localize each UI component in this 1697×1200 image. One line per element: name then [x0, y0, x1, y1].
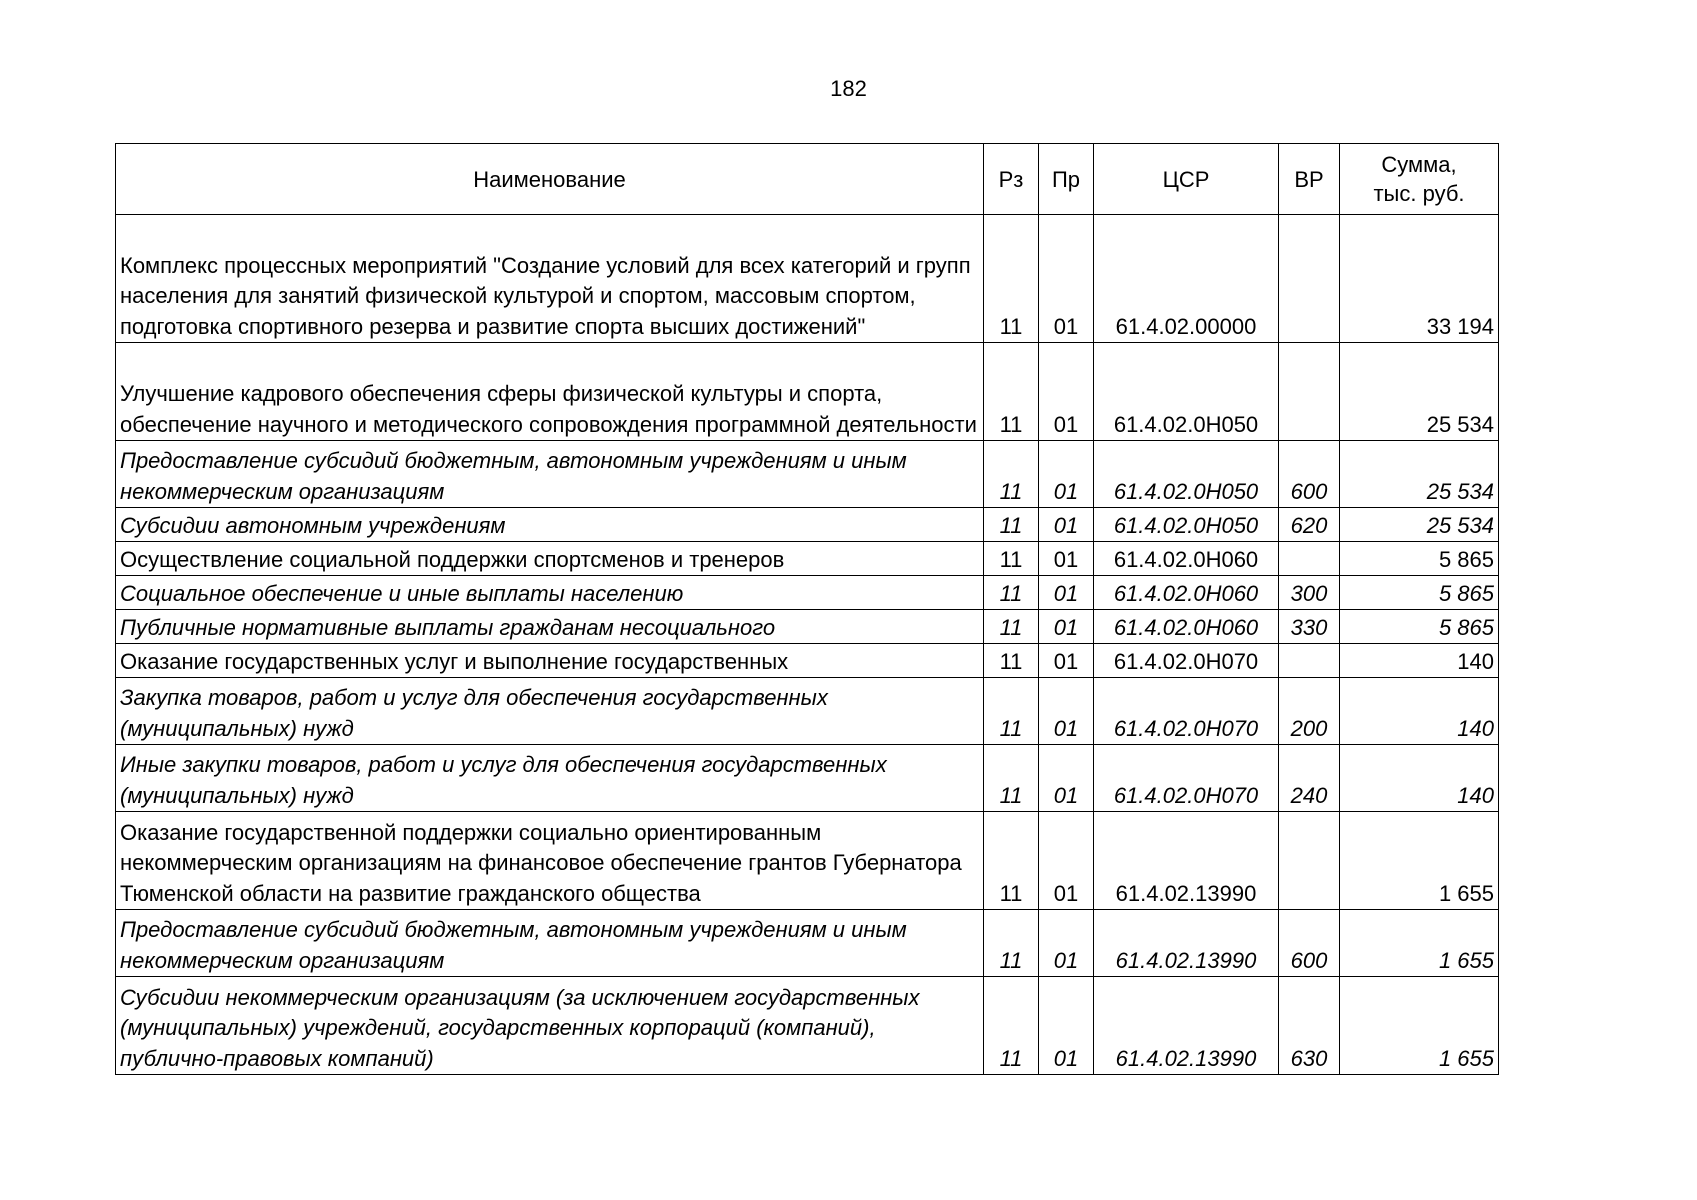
row-rz: 11 [984, 910, 1039, 977]
row-rz: 11 [984, 576, 1039, 610]
row-rz: 11 [984, 745, 1039, 812]
row-vr: 600 [1279, 441, 1340, 508]
row-sum: 1 655 [1340, 977, 1499, 1075]
table-row [116, 910, 1499, 977]
row-vr [1279, 215, 1340, 343]
header-row [116, 144, 1499, 215]
header-vr: ВР [1279, 144, 1340, 215]
row-vr: 630 [1279, 977, 1340, 1075]
row-rz: 11 [984, 343, 1039, 441]
row-csr: 61.4.02.13990 [1094, 977, 1279, 1075]
row-csr: 61.4.02.00000 [1094, 215, 1279, 343]
row-pr: 01 [1039, 576, 1094, 610]
row-sum: 140 [1340, 678, 1499, 745]
row-pr: 01 [1039, 910, 1094, 977]
row-csr: 61.4.02.0Н050 [1094, 441, 1279, 508]
row-pr: 01 [1039, 542, 1094, 576]
row-pr: 01 [1039, 745, 1094, 812]
table-row [116, 977, 1499, 1075]
row-vr: 200 [1279, 678, 1340, 745]
row-name: Предоставление субсидий бюджетным, автономным учреждениям и иным некоммерческим организациям [116, 441, 984, 508]
row-rz: 11 [984, 508, 1039, 542]
table-row [116, 441, 1499, 508]
row-name: Осуществление социальной поддержки спортсменов и тренеров [116, 542, 984, 576]
row-sum: 1 655 [1340, 812, 1499, 910]
header-csr: ЦСР [1094, 144, 1279, 215]
row-csr: 61.4.02.0Н070 [1094, 678, 1279, 745]
row-pr: 01 [1039, 977, 1094, 1075]
row-rz: 11 [984, 644, 1039, 678]
row-rz: 11 [984, 441, 1039, 508]
row-sum: 5 865 [1340, 610, 1499, 644]
row-sum: 33 194 [1340, 215, 1499, 343]
row-csr: 61.4.02.0Н050 [1094, 508, 1279, 542]
row-name: Субсидии автономным учреждениям [116, 508, 984, 542]
row-name: Иные закупки товаров, работ и услуг для обеспечения государственных (муниципальных) нужд [116, 745, 984, 812]
row-sum: 140 [1340, 644, 1499, 678]
row-rz: 11 [984, 678, 1039, 745]
row-csr: 61.4.02.0Н060 [1094, 576, 1279, 610]
row-csr: 61.4.02.0Н050 [1094, 343, 1279, 441]
row-sum: 5 865 [1340, 576, 1499, 610]
table-row [116, 542, 1499, 576]
header-sum: Сумма, тыс. руб. [1340, 144, 1499, 215]
table-row [116, 343, 1499, 441]
row-vr: 240 [1279, 745, 1340, 812]
row-csr: 61.4.02.0Н070 [1094, 745, 1279, 812]
row-pr: 01 [1039, 441, 1094, 508]
row-name: Предоставление субсидий бюджетным, автономным учреждениям и иным некоммерческим организациям [116, 910, 984, 977]
row-name: Улучшение кадрового обеспечения сферы физической культуры и спорта, обеспечение научного и методического сопровождения программной деятельности [116, 343, 984, 441]
row-csr: 61.4.02.0Н070 [1094, 644, 1279, 678]
row-vr [1279, 542, 1340, 576]
header-pr: Пр [1039, 144, 1094, 215]
budget-table [115, 143, 1499, 1075]
row-vr [1279, 644, 1340, 678]
row-name: Оказание государственных услуг и выполнение государственных [116, 644, 984, 678]
row-pr: 01 [1039, 610, 1094, 644]
row-sum: 1 655 [1340, 910, 1499, 977]
row-sum: 25 534 [1340, 441, 1499, 508]
row-rz: 11 [984, 542, 1039, 576]
row-sum: 140 [1340, 745, 1499, 812]
row-pr: 01 [1039, 812, 1094, 910]
row-vr: 620 [1279, 508, 1340, 542]
row-vr [1279, 343, 1340, 441]
table-row [116, 610, 1499, 644]
table-row [116, 508, 1499, 542]
row-name: Закупка товаров, работ и услуг для обеспечения государственных (муниципальных) нужд [116, 678, 984, 745]
table-row [116, 745, 1499, 812]
row-csr: 61.4.02.13990 [1094, 812, 1279, 910]
row-rz: 11 [984, 977, 1039, 1075]
table-row [116, 644, 1499, 678]
row-pr: 01 [1039, 508, 1094, 542]
table-row [116, 812, 1499, 910]
row-pr: 01 [1039, 215, 1094, 343]
table-row [116, 576, 1499, 610]
row-name: Социальное обеспечение и иные выплаты населению [116, 576, 984, 610]
row-rz: 11 [984, 610, 1039, 644]
row-vr: 600 [1279, 910, 1340, 977]
row-csr: 61.4.02.13990 [1094, 910, 1279, 977]
row-sum: 5 865 [1340, 542, 1499, 576]
table-row [116, 678, 1499, 745]
row-name: Публичные нормативные выплаты гражданам несоциального [116, 610, 984, 644]
row-rz: 11 [984, 215, 1039, 343]
row-sum: 25 534 [1340, 343, 1499, 441]
row-vr [1279, 812, 1340, 910]
page-number: 182 [830, 76, 867, 101]
row-pr: 01 [1039, 644, 1094, 678]
row-name: Комплекс процессных мероприятий "Создание условий для всех категорий и групп населения для занятий физической культурой и спортом, массовым спортом, подготовка спортивного резерва и развитие спорта высших достижений" [116, 215, 984, 343]
header-rz: Рз [984, 144, 1039, 215]
row-sum: 25 534 [1340, 508, 1499, 542]
table-row [116, 215, 1499, 343]
header-name: Наименование [116, 144, 984, 215]
row-rz: 11 [984, 812, 1039, 910]
row-csr: 61.4.02.0Н060 [1094, 610, 1279, 644]
row-vr: 330 [1279, 610, 1340, 644]
row-pr: 01 [1039, 343, 1094, 441]
row-name: Оказание государственной поддержки социально ориентированным некоммерческим организациям на финансовое обеспечение грантов Губернатора Тюменской области на развитие гражданского общества [116, 812, 984, 910]
row-pr: 01 [1039, 678, 1094, 745]
row-csr: 61.4.02.0Н060 [1094, 542, 1279, 576]
row-vr: 300 [1279, 576, 1340, 610]
row-name: Субсидии некоммерческим организациям (за исключением государственных (муниципальных) учреждений, государственных корпораций (компаний), публично-правовых компаний) [116, 977, 984, 1075]
